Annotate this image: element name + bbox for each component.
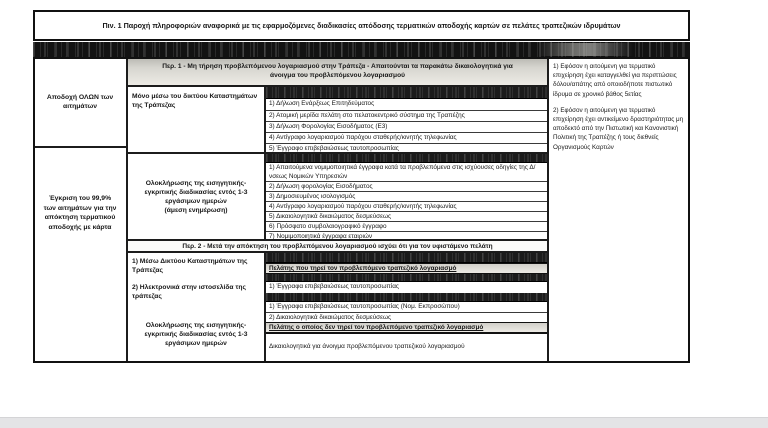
per1-header-label: Περ. 1 - Μη τήρηση προβλεπόμενου λογαριασμού στην Τράπεζα - Απαιτούνται τα παρακάτω δικαιολογητικά για άνοιγμα του προβλεπόμενου λογαριασμού	[162, 62, 513, 79]
per1-process-cell	[127, 153, 265, 240]
per1-channel-label: Μόνο μέσω του δικτύου Καταστημάτων της Τράπεζας	[132, 93, 258, 109]
doc-item: 1) Απαιτούμενα νομιμοποιητικά έγγραφα κατά τα προβλεπόμενα στις ισχύουσες οδηγίες της Δ/νσεως Νομικών Υπηρεσιών	[269, 164, 536, 180]
doc-item: 1) Έγγραφα επιβεβαιώσεως ταυτοπροσωπίας (Νομ. Εκπροσώπου)	[269, 303, 460, 310]
per1-process-line2: (άμεση ενημέρωση)	[164, 206, 228, 214]
per2-header	[127, 240, 548, 252]
without-account-doc: Δικαιολογητικά για άνοιγμα προβλεπόμενου τραπεζικού λογαριασμού	[266, 333, 547, 364]
doc-item: 7) Νομιμοποιητικά έγγραφα εταιριών	[266, 231, 547, 241]
per2-channels-cell	[127, 252, 265, 363]
sub-header-client-with-account: Πελάτης που τηρεί τον προβλεπόμενο τραπεζικό λογαριασμό	[266, 263, 547, 274]
doc-item: 1) Έγγραφα επιβεβαιώσεως ταυτοπροσωπίας	[269, 283, 399, 290]
shaded-bar	[266, 87, 547, 99]
exception-condition-1: 1) Εφόσον η αιτούμενη για τερματικό επιχείρηση έχει καταγγελθεί για περιπτώσεις δόλου/απάτης από οποιοδήποτε πιστωτικό ίδρυμα σε χρονικό βάθος 5ετίας	[553, 63, 677, 98]
per2-header-label: Περ. 2 - Μετά την απόκτηση του προβλεπόμενου λογαριασμού ισχύει ότι για τον υφιστάμενο πελάτη	[182, 243, 493, 250]
doc-item: 4) Αντίγραφο λογαριασμού παρόχου σταθερής/κινητής τηλεφωνίας	[266, 132, 547, 143]
doc-item: 2) Δικαιολογητικά δικαιώματος δεσμεύσεως	[266, 312, 547, 322]
shaded-bar	[266, 253, 547, 263]
approval-rate-label: Έγκριση του 99,9% των αιτημάτων για την απόκτηση τερματικού αποδοχής με κάρτα	[43, 195, 117, 231]
cell-accept-all-requests	[33, 57, 127, 147]
exceptions-cell	[548, 57, 690, 363]
per2-channel-1: 1) Μέσω Δικτύου Καταστημάτων της Τράπεζας	[132, 258, 248, 274]
doc-item: 3) Δήλωση Φορολογίας Εισοδήματος (Ε3)	[266, 121, 547, 132]
per1-process-line1: Ολοκλήρωσης της εισηγητικής-εγκριτικής διαδικασίας εντός 1-3 εργάσιμων ημερών	[144, 179, 248, 205]
shaded-bar	[266, 154, 547, 163]
separator-bar-highlight	[538, 43, 633, 56]
per1-individual-docs-cell	[265, 86, 548, 153]
sub-header-client-without-account: Πελάτης ο οποίος δεν τηρεί τον προβλεπόμενο τραπεζικό λογαριασμό	[266, 322, 547, 333]
doc-item: 6) Πρόσφατο συμβολαιογραφικό έγγραφο	[266, 221, 547, 231]
shaded-bar	[266, 274, 547, 282]
doc-item: 5) Έγγραφο επιβεβαιώσεως ταυτοπροσωπίας	[266, 143, 547, 154]
per1-company-docs-cell	[265, 153, 548, 240]
doc-item: 2) Δήλωση φορολογίας Εισοδήματος	[266, 181, 547, 191]
doc-item: 2) Ατομική μερίδα πελάτη στο πελατοκεντρικό σύστημα της Τραπέζης	[266, 110, 547, 121]
shaded-bar	[266, 293, 547, 302]
doc-item: 5) Δικαιολογητικά δικαιώματος δεσμεύσεως	[266, 211, 547, 221]
bottom-strip	[0, 417, 768, 428]
accept-all-label: Αποδοχή ΟΛΩΝ των αιτημάτων	[46, 93, 114, 110]
doc-item: 3) Δημοσιευμένος ισολογισμός	[266, 191, 547, 201]
separator-bar	[33, 42, 690, 57]
per2-process: Ολοκλήρωσης της εισηγητικής-εγκριτικής διαδικασίας εντός 1-3 εργάσιμων ημερών	[144, 322, 248, 347]
table-title: Πιν. 1 Παροχή πληροφοριών αναφορικά με τις εφαρμοζόμενες διαδικασίες απόδοσης τερματικών αποδοχής καρτών σε πελάτες τραπεζικών ιδρυμάτων	[102, 21, 621, 30]
doc-item: 1) Δήλωση Ενάρξεως Επιτηδεύματος	[269, 100, 375, 107]
per2-channel-2: 2) Ηλεκτρονικά στην ιστοσελίδα της τράπεζας	[132, 284, 246, 300]
doc-item: 4) Αντίγραφο λογαριασμού παρόχου σταθερής/κινητής τηλεφωνίας	[266, 201, 547, 211]
exception-condition-2: 2) Εφόσον η αιτούμενη για τερματικό επιχείρηση έχει αντικείμενο δραστηριότητας μη αποδεκτό από την Πιστωτική και Κανονιστική Πολιτική της Τραπέζης ή τους διεθνείς Οργανισμούς Καρτών	[553, 106, 684, 151]
table-title-box	[33, 10, 690, 41]
per1-header	[127, 57, 548, 86]
cell-approval-rate	[33, 147, 127, 363]
per1-channel-cell	[127, 86, 265, 153]
per2-docs-cell	[265, 252, 548, 363]
